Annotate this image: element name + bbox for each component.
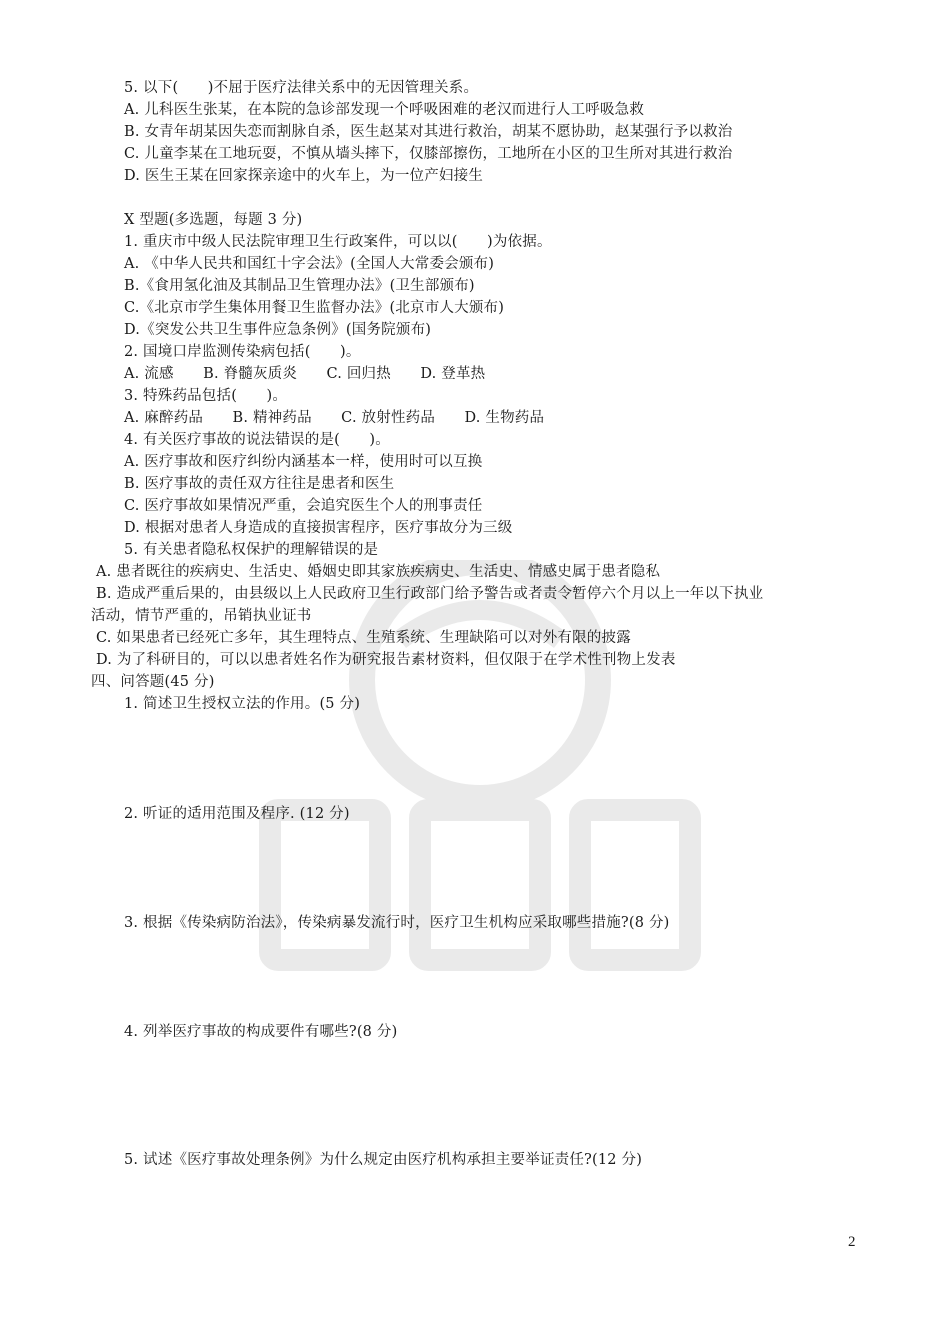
text-line-q5a: A. 儿科医生张某，在本院的急诊部发现一个呼吸困难的老汉而进行人工呼吸急救	[124, 102, 645, 118]
text-line-x5b2: 活动，情节严重的，吊销执业证书	[91, 608, 312, 624]
page-number: 2	[848, 1234, 856, 1250]
text-line-xhead: X 型题(多选题，每题 3 分)	[124, 212, 303, 228]
text-line-a2: 2. 听证的适用范围及程序. (12 分)	[124, 806, 350, 822]
text-line-a1: 1. 简述卫生授权立法的作用。(5 分)	[124, 696, 361, 712]
text-line-x3opts: A. 麻醉药品 B. 精神药品 C. 放射性药品 D. 生物药品	[124, 410, 545, 426]
text-line-x1a: A. 《中华人民共和国红十字会法》(全国人大常委会颁布)	[124, 256, 495, 272]
text-line-x5d: D. 为了科研目的，可以以患者姓名作为研究报告素材资料，但仅限于在学术性刊物上发表	[96, 652, 676, 668]
text-line-x1c: C.《北京市学生集体用餐卫生监督办法》(北京市人大颁布)	[124, 300, 505, 316]
text-line-x4: 4. 有关医疗事故的说法错误的是( )。	[124, 432, 390, 448]
text-line-x4b: B. 医疗事故的责任双方往往是患者和医生	[124, 476, 395, 492]
text-line-x4c: C. 医疗事故如果情况严重，会追究医生个人的刑事责任	[124, 498, 483, 514]
text-line-x1: 1. 重庆市中级人民法院审理卫生行政案件，可以以( )为依据。	[124, 234, 552, 250]
text-line-x5c: C. 如果患者已经死亡多年，其生理特点、生殖系统、生理缺陷可以对外有限的披露	[96, 630, 631, 646]
text-line-x4a: A. 医疗事故和医疗纠纷内涵基本一样，使用时可以互换	[124, 454, 483, 470]
text-line-a4: 4. 列举医疗事故的构成要件有哪些?(8 分)	[124, 1024, 398, 1040]
text-line-a5: 5. 试述《医疗事故处理条例》为什么规定由医疗机构承担主要举证责任?(12 分)	[124, 1152, 643, 1168]
text-line-x1d: D.《突发公共卫生事件应急条例》(国务院颁布)	[124, 322, 432, 338]
text-line-q5c: C. 儿童李某在工地玩耍，不慎从墙头摔下，仅膝部擦伤，工地所在小区的卫生所对其进行救治	[124, 146, 733, 162]
text-line-q5d: D. 医生王某在回家探亲途中的火车上，为一位产妇接生	[124, 168, 484, 184]
text-line-a3: 3. 根据《传染病防治法》，传染病暴发流行时，医疗卫生机构应采取哪些措施?(8 分)	[124, 915, 670, 931]
text-line-x5: 5. 有关患者隐私权保护的理解错误的是	[124, 542, 379, 558]
text-line-x5b: B. 造成严重后果的，由县级以上人民政府卫生行政部门给予警告或者责令暂停六个月以上一年以下执业	[96, 586, 764, 602]
text-line-x2: 2. 国境口岸监测传染病包括( )。	[124, 344, 361, 360]
text-line-x4d: D. 根据对患者人身造成的直接损害程序，医疗事故分为三级	[124, 520, 513, 536]
text-line-q5b: B. 女青年胡某因失恋而割脉自杀，医生赵某对其进行救治，胡某不愿协助，赵某强行予以救治	[124, 124, 733, 140]
text-line-x2opts: A. 流感 B. 脊髓灰质炎 C. 回归热 D. 登革热	[124, 366, 486, 382]
text-line-x5a: A. 患者既往的疾病史、生活史、婚姻史即其家族疾病史、生活史、情感史属于患者隐私	[96, 564, 661, 580]
text-line-x3: 3. 特殊药品包括( )。	[124, 388, 288, 404]
text-line-sec4: 四、问答题(45 分)	[91, 674, 215, 690]
text-line-q5: 5. 以下( )不屈于医疗法律关系中的无因管理关系。	[124, 80, 479, 96]
text-line-x1b: B.《食用氢化油及其制品卫生管理办法》(卫生部颁布)	[124, 278, 475, 294]
